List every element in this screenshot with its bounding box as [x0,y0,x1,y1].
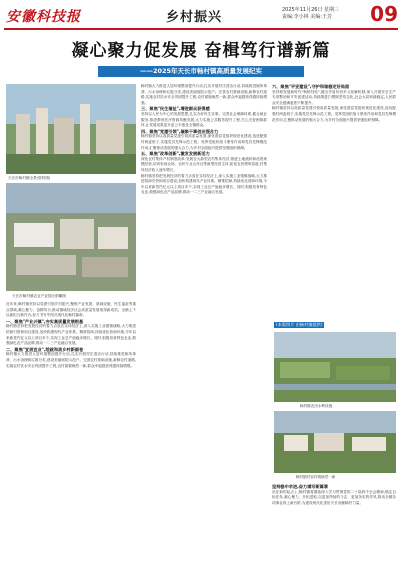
section-heading-1: 一、聚焦"产业兴镇",夯实高质量发展根基 [6,318,84,324]
masthead [0,0,402,30]
section-heading-3: 三、聚焦"民生福祉",增进群众获得感 [141,106,210,112]
photo2-caption: 天长市畅村镇农业产业园区俯瞰图 [12,294,66,298]
text-column-3 [272,84,396,316]
text-column-3-bottom [272,484,396,572]
photo-village [274,411,396,473]
section-heading-7: 坚持稳中求进,奋力谱写新篇章 [272,484,329,489]
newspaper-logo: 安徽科技报 [6,9,81,25]
section-heading-6: 六、聚焦"平安建设",守护和谐稳定好局面 [272,84,350,89]
section-heading-5: 五、聚焦"改革创新",激发发展新活力 [141,151,210,157]
text-column-2 [141,84,267,572]
section-heading-2: 二、聚焦"宜居宜业",绘就和美乡村新画卷 [6,346,84,352]
section-paragraph-4: 畅村镇坚持以高质量党建引领高质量发展,深化基层党组织规范化建设,选优配强村两委班子,实施党员先锋示范工程。发挥党组织战斗堡垒作用和党员先锋模范作用,汇聚推动发展的强大合力,为乡村全面振兴提供坚强组织保障。 [141,134,267,150]
section-paragraph-2: 畅村镇大力推进人居环境整治提升行动,扎实开展村庄清洁行动,持续推进厕所革命、污水治理和垃圾分类,建设美丽庭院示范户。完善农村基础设施,新修农村道路,实施农村饮水安全巩固提升工程,农村面貌焕然一新,群众幸福感获得感持续增强。 [6,352,136,368]
page-number: 09 [370,2,398,26]
date-text: 2025年11月26日 星期三 [282,7,340,13]
photo-industrial-park [6,183,136,291]
photo1-caption: 天长市畅村镇全景(资料图) [8,176,51,180]
editor-text: 责编:李小林 美编:王芳 [282,14,332,20]
photo4-caption: 畅村镇村容村貌焕然一新 [296,475,336,479]
section-title: 乡村振兴 [166,10,223,25]
header-rule [4,28,398,30]
section-paragraph-4b: 畅村镇坚持以高质量党建引领高质量发展,深化基层党组织规范化建设,选优配强村两委班子,实施党员先锋示范工程。发挥党组织战斗堡垒作用和党员先锋模范作用,汇聚推动发展的强大合力,为乡村全面振兴提供坚强组织保障。 [272,106,396,122]
photo-credit-tag: (本版图片 由畅村镇提供) [276,322,323,327]
article-headline: 凝心聚力促发展 奋楫笃行谱新篇 [71,41,331,61]
text-column-1 [6,302,136,570]
intro-paragraph: 近年来,畅村镇坚持以党建引领乡村振兴,聚焦产业发展、基础设施、民生福祉等重点领域,凝心聚力、奋楫笃行,推动镇域经济社会高质量发展取得新成效。全镇上下以新担当新作为,奋力书写中国式现代化畅村篇章。 [6,302,136,318]
section-paragraph-2b: 畅村镇大力推进人居环境整治提升行动,扎实开展村庄清洁行动,持续推进厕所革命、污水治理和垃圾分类,建设美丽庭院示范户。完善农村基础设施,新修农村道路,实施农村饮水安全巩固提升工程,农村面貌焕然一新,群众幸福感获得感持续增强。 [141,84,267,105]
section-paragraph-6: 坚持和发展新时代"枫桥经验",健全矛盾纠纷多元化解机制,深入开展安全生产专项整治和平安创建活动,持续推进扫黑除恶常态化,社会大局和谐稳定,人民群众安全感满意度不断提升。 [272,89,396,105]
section-paragraph-1: 畅村镇坚持把发展经济的着力点放在实体经济上,深入实施工业强镇战略,大力推进招商引资和项目建设,加快构建现代产业体系。精准招商,持续优化营商环境,今年以来新签约亿元以上项目多个,实现工业总产值稳步增长。同时,积极培育特色农业,做强绿色农产品品牌,推动一二三产业融合发展。 [6,324,136,346]
section-paragraph-1b: 畅村镇坚持把发展经济的着力点放在实体经济上,深入实施工业强镇战略,大力推进招商引资和项目建设,加快构建现代产业体系。精准招商,持续优化营商环境,今年以来新签约亿元以上项目多个,实现工业总产值稳步增长。同时,积极培育特色农业,做强绿色农产品品牌,推动一二三产业融合发展。 [141,173,267,195]
village-image [274,411,396,473]
town-overview-image [6,84,136,174]
section-paragraph-5: 深化农村集体产权制度改革,发展壮大新型农村集体经济,推进土地流转和适度规模经营,培育家庭农场、农民专业合作社等新型经营主体,拓宽农民增收渠道,村集体经济收入逐年增长。 [141,156,267,172]
subheadline-banner: ——2025年天长市畅村镇高质量发展纪实 [98,66,304,77]
date-line [282,7,339,21]
section-heading-4: 四、聚焦"党建引领",凝聚干事创业强合力 [141,128,219,134]
farmland-image [274,332,396,402]
photo-town-overview [6,84,136,174]
industrial-park-image [6,183,136,291]
section-paragraph-7: 站在新的起点上,畅村镇将继续深入学习贯彻党的二十届四中全会精神,锚定目标任务,凝心聚力、开拓进取,以更加昂扬的斗志、更加务实的作风,推动全镇各项事业再上新台阶,为建设现代化美好天长贡献畅村力量。 [272,489,396,505]
photo3-caption: 畅村镇农田水利设施 [300,404,333,408]
section-paragraph-3: 坚持以人民为中心的发展思想,扎实办好民生实事。完善社会保障体系,健全就业服务,推进教育医疗资源均衡发展,大力实施公共服务提升工程,关心关爱困难群体,让发展成果更多更公平惠及全镇群众。 [141,111,267,128]
photo-farmland [274,332,396,402]
